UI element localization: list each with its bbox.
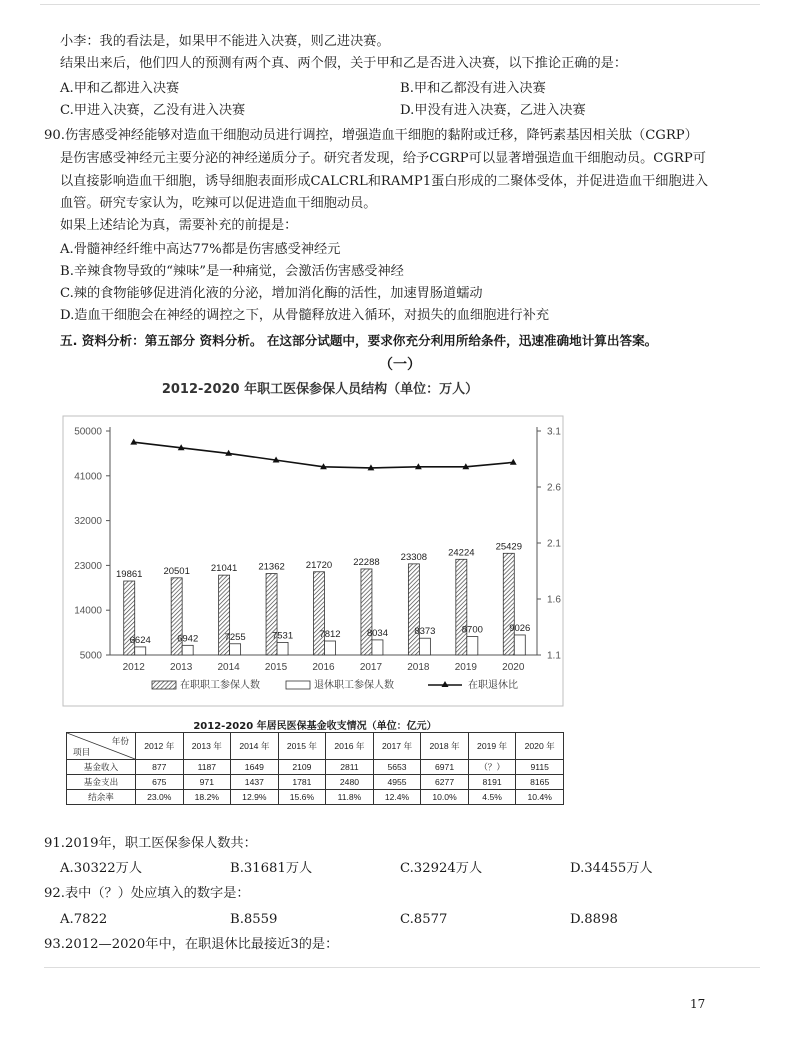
q89-option-a[interactable]: A.甲和乙都进入决赛	[60, 81, 180, 96]
bar-work-label: 20501	[163, 565, 190, 577]
bar-retire-2020	[514, 635, 525, 655]
table-cell: 15.6%	[278, 790, 326, 805]
bar-work-2014	[219, 575, 230, 655]
fund-table	[66, 732, 564, 805]
table-cell: 877	[136, 760, 184, 775]
right-tick-label: 1.6	[547, 594, 561, 606]
table-cell: 1649	[231, 760, 279, 775]
table-cell: 1187	[183, 760, 231, 775]
bar-retire-2013	[182, 645, 193, 655]
q90-option-c[interactable]: C.辣的食物能够促进消化液的分泌，增加消化酶的活性，加速胃肠道蠕动	[60, 286, 483, 301]
table-cell: 675	[136, 775, 184, 790]
q89-text-line-2: 结果出来后，他们四人的预测有两个真、两个假，关于甲和乙是否进入决赛，以下推论正确的是：	[60, 56, 628, 71]
q92-option-d[interactable]: D.8898	[570, 912, 618, 927]
chart-title: 2012-2020 年职工医保参保人员结构（单位：万人）	[161, 382, 479, 397]
bar-work-2015	[266, 574, 277, 655]
bottom-rule	[44, 967, 760, 968]
legend-work-swatch	[152, 681, 176, 689]
right-tick-label: 2.1	[547, 538, 561, 550]
table-cell: 9115	[516, 760, 564, 775]
table-cell: 23.0%	[136, 790, 184, 805]
table-cell: 18.2%	[183, 790, 231, 805]
left-tick-label: 32000	[74, 516, 102, 528]
q90-option-a[interactable]: A.骨髓神经纤维中高达77%都是伤害感受神经元	[60, 242, 341, 257]
q91-stem: 91.2019年，职工医保参保人数共：	[44, 836, 257, 851]
q91-option-a[interactable]: A.30322万人	[60, 861, 143, 876]
bar-retire-2019	[467, 637, 478, 655]
q92-stem: 92.表中（？）处应填入的数字是：	[44, 886, 250, 901]
q92-option-a[interactable]: A.7822	[60, 912, 108, 927]
bar-work-label: 19861	[116, 569, 143, 581]
table-row	[67, 775, 564, 790]
header-year-2013: 2013 年	[183, 733, 231, 760]
bar-retire-2017	[372, 640, 383, 655]
table-cell: （？）	[468, 760, 516, 775]
legend-work-label: 在职职工参保人数	[180, 680, 260, 691]
table-cell: 8191	[468, 775, 516, 790]
bar-retire-label: 6624	[129, 634, 151, 646]
legend-retire-swatch	[286, 681, 310, 689]
legend-retire-label: 退休职工参保人数	[314, 680, 394, 691]
q89-option-c[interactable]: C.甲进入决赛，乙没有进入决赛	[60, 103, 246, 118]
legend-ratio-marker	[442, 681, 449, 687]
bar-work-2017	[361, 569, 372, 655]
header-year-2012: 2012 年	[136, 733, 184, 760]
top-rule	[40, 4, 760, 5]
table-cell: 2109	[278, 760, 326, 775]
right-tick-label: 3.1	[547, 426, 561, 438]
table-cell: 1437	[231, 775, 279, 790]
left-tick-label: 14000	[74, 605, 102, 617]
legend-ratio-label: 在职退休比	[468, 680, 518, 691]
q92-option-c[interactable]: C.8577	[400, 912, 448, 927]
q90-question: 如果上述结论为真，需要补充的前提是：	[60, 218, 298, 233]
bar-work-label: 21041	[210, 563, 238, 575]
bar-work-label: 21720	[305, 559, 333, 571]
q90-option-b[interactable]: B.辛辣食物导致的“辣味”是一种痛觉，会激活伤害感受神经	[60, 264, 404, 279]
section-heading: 五. 资料分析：第五部分 资料分析。 在这部分试题中，要求你充分利用所给条件，迅速准确地计算出答案。	[60, 333, 658, 348]
header-year-2014: 2014 年	[231, 733, 279, 760]
x-tick-label: 2013	[170, 662, 193, 673]
right-tick-label: 1.1	[547, 650, 561, 662]
bar-work-2016	[314, 572, 325, 655]
table-cell: 4955	[373, 775, 421, 790]
x-tick-label: 2019	[454, 662, 477, 673]
table-cell: 12.9%	[231, 790, 279, 805]
q90-option-d[interactable]: D.造血干细胞会在神经的调控之下，从骨髓释放进入循环，对损失的血细胞进行补充	[60, 308, 550, 323]
bar-work-label: 22288	[353, 556, 380, 568]
table-cell: 12.4%	[373, 790, 421, 805]
q89-text-line-1: 小李：我的看法是，如果甲不能进入决赛，则乙进决赛。	[60, 34, 390, 49]
table-cell: 5653	[373, 760, 421, 775]
row-label: 结余率	[67, 790, 136, 805]
header-year-2017: 2017 年	[373, 733, 421, 760]
x-tick-label: 2012	[122, 662, 145, 673]
bar-retire-label: 7812	[319, 629, 341, 641]
bar-work-2020	[503, 553, 514, 655]
q90-stem-line-2: 是伤害感受神经元主要分泌的神经递质分子。研究者发现，给予CGRP可以显著增强造血干细胞动员。CGRP可	[60, 151, 706, 166]
table-cell: 10.4%	[516, 790, 564, 805]
bar-retire-label: 8034	[366, 627, 389, 639]
bar-retire-2018	[419, 638, 430, 655]
q93-stem: 93.2012—2020年中，在职退休比最接近3的是：	[44, 937, 339, 952]
header-year-2018: 2018 年	[421, 733, 469, 760]
q90-stem-line-3: 以直接影响造血干细胞，诱导细胞表面形成CALCRL和RAMP1蛋白形成的二聚体受体，并促进造血干细胞进入	[60, 174, 709, 189]
x-tick-label: 2015	[264, 662, 288, 673]
bar-retire-label: 6942	[177, 633, 199, 645]
table-cell: 2480	[326, 775, 374, 790]
ratio-point-2020	[510, 459, 517, 465]
ratio-point-2012	[130, 439, 137, 445]
header-year-2020: 2020 年	[516, 733, 564, 760]
q90-stem-line-4: 血管。研究专家认为，吃辣可以促进造血干细胞动员。	[60, 196, 377, 211]
bar-line-chart	[0, 395, 800, 725]
bar-work-2018	[408, 564, 419, 655]
header-year-2016: 2016 年	[326, 733, 374, 760]
bar-retire-label: 9026	[509, 622, 531, 634]
header-year-label: 年份	[111, 736, 129, 746]
bar-retire-label: 8700	[461, 624, 483, 636]
row-label: 基金收入	[67, 760, 136, 775]
left-tick-label: 23000	[74, 560, 102, 572]
q91-option-c[interactable]: C.32924万人	[400, 861, 483, 876]
x-tick-label: 2020	[502, 662, 525, 673]
bar-retire-label: 8373	[414, 626, 436, 638]
bar-work-label: 21362	[258, 561, 285, 573]
bar-retire-2016	[325, 641, 336, 655]
bar-work-label: 24224	[448, 547, 475, 559]
header-year-2019: 2019 年	[468, 733, 516, 760]
right-tick-label: 2.6	[547, 482, 561, 494]
table-cell: 6277	[421, 775, 469, 790]
left-tick-label: 50000	[74, 426, 102, 438]
table-title: 2012-2020 年居民医保基金收支情况（单位：亿元）	[193, 721, 437, 732]
table-cell: 2811	[326, 760, 374, 775]
q91-option-b[interactable]: B.31681万人	[230, 861, 313, 876]
q89-option-d[interactable]: D.甲没有进入决赛，乙进入决赛	[400, 103, 586, 118]
q92-option-b[interactable]: B.8559	[230, 912, 278, 927]
x-tick-label: 2014	[217, 662, 240, 673]
table-cell: 10.0%	[421, 790, 469, 805]
header-year-2015: 2015 年	[278, 733, 326, 760]
table-corner-cell	[67, 733, 136, 760]
left-tick-label: 5000	[79, 650, 102, 662]
table-row	[67, 760, 564, 775]
table-cell: 8165	[516, 775, 564, 790]
subsection-number: （一）	[379, 357, 421, 373]
left-tick-label: 41000	[74, 471, 102, 483]
bar-retire-2014	[230, 644, 241, 655]
x-tick-label: 2017	[359, 662, 383, 673]
header-item-label: 项目	[73, 747, 91, 757]
bar-work-label: 23308	[400, 551, 428, 563]
table-cell: 4.5%	[468, 790, 516, 805]
table-cell: 971	[183, 775, 231, 790]
x-tick-label: 2018	[407, 662, 430, 673]
table-cell: 11.8%	[326, 790, 374, 805]
table-row	[67, 790, 564, 805]
q90-stem-line-1: 90.伤害感受神经能够对造血干细胞动员进行调控，增强造血干细胞的黏附或迁移，降钙素基因相关肽（CGRP）	[44, 128, 698, 143]
table-cell: 6971	[421, 760, 469, 775]
bar-retire-label: 7531	[271, 630, 294, 642]
bar-work-label: 25429	[495, 541, 522, 553]
page-number: 17	[690, 997, 706, 1011]
bar-retire-2015	[277, 642, 288, 655]
table-cell: 1781	[278, 775, 326, 790]
bar-work-2019	[456, 559, 467, 655]
row-label: 基金支出	[67, 775, 136, 790]
bar-retire-2012	[135, 647, 146, 655]
table-header-row	[67, 733, 564, 760]
q89-option-b[interactable]: B.甲和乙都没有进入决赛	[400, 81, 546, 96]
q91-option-d[interactable]: D.34455万人	[570, 861, 653, 876]
bar-retire-label: 7255	[224, 631, 246, 643]
x-tick-label: 2016	[312, 662, 335, 673]
